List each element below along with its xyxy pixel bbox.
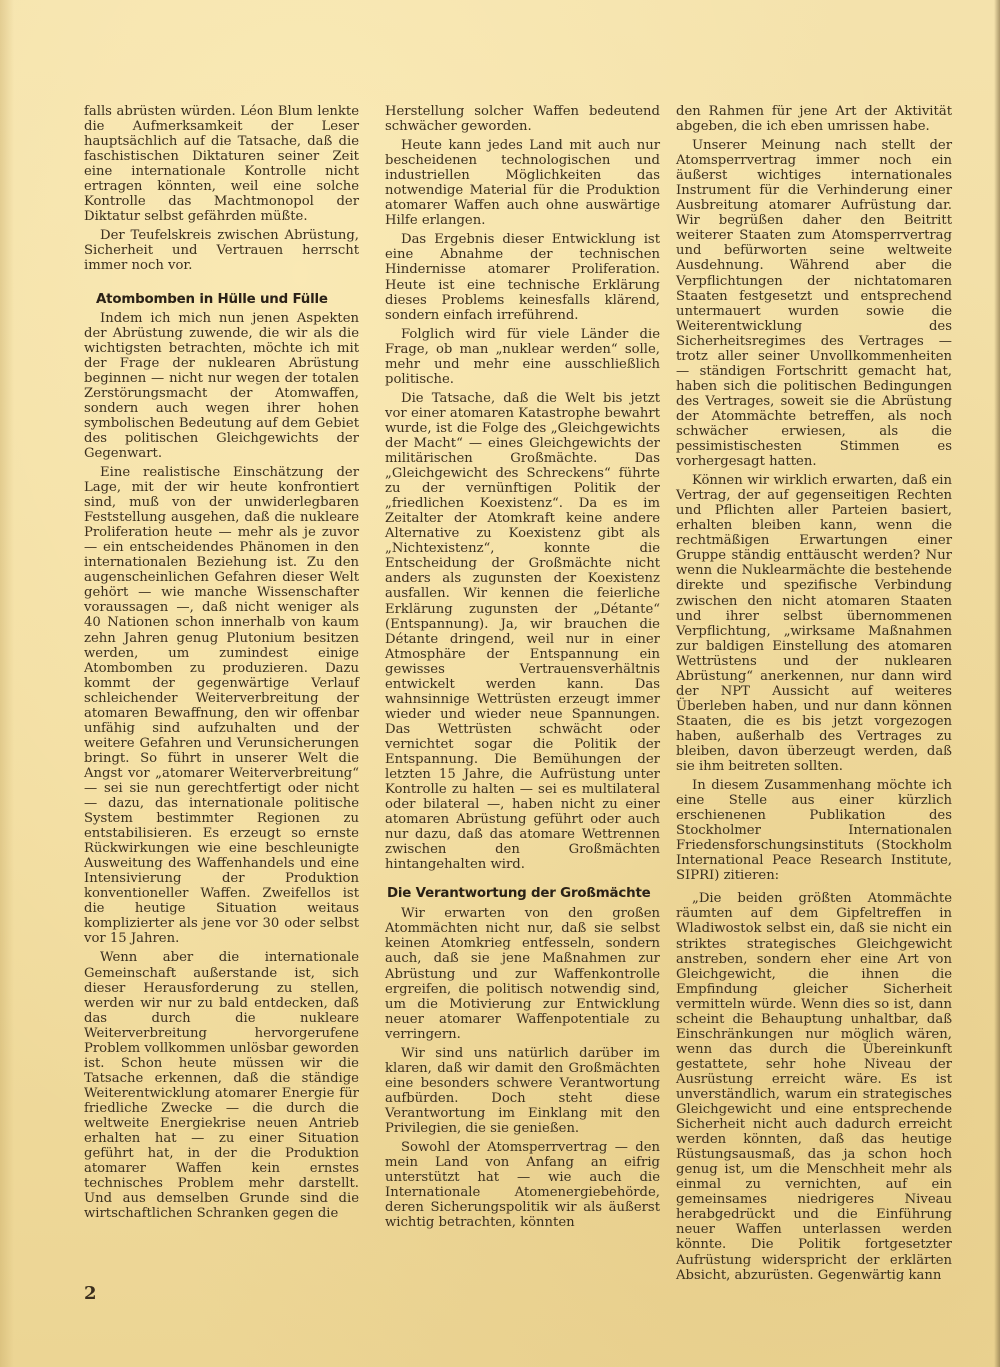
paragraph: Sowohl der Atomsperrvertrag — den mein Land von Anfang an eifrig unterstützt hat — wie auch die Internationale Atomenergiebehörde, deren Sicherungspolitik wir als äußerst wichtig betrachten, könnten (385, 1140, 660, 1231)
page-edge-shadow-left (0, 0, 14, 1367)
text-column-2 (385, 104, 660, 1234)
paragraph: Unserer Meinung nach stellt der Atomsperrvertrag immer noch ein äußerst wichtiges internationales Instrument für die Verhinderung einer Ausbreitung atomarer Aufrüstung dar. Wir begrüßen daher den Beitritt weiterer Staaten zum Atomsperrvertrag und befürworten seine weltweite Ausdehnung. Während aber die Verpflichtungen der nichtatomaren Staaten festgesetzt und entsprechend untermauert wurden sowie die Weiterentwicklung des Sicherheitsregimes des Vertrages — trotz aller seiner Unvollkommenheiten — ständigen Fortschritt gemacht hat, haben sich die politischen Bedingungen des Vertrages, soweit sie die Abrüstung der Atommächte betreffen, als noch schwächer erwiesen, als die pessimistischesten Stimmen es vorhergesagt hatten. (676, 138, 952, 470)
paragraph: Herstellung solcher Waffen bedeutend schwächer geworden. (385, 104, 660, 135)
page-number: 2 (84, 1283, 97, 1304)
text-column-3 (676, 104, 952, 1287)
paragraph: falls abrüsten würden. Léon Blum lenkte die Aufmerksamkeit der Leser hauptsächlich auf die Tatsache, daß die faschistischen Diktaturen seiner Zeit eine internationale Kontrolle nicht ertragen könnten, weil eine solche Kontrolle das Machtmonopol der Diktatur selbst gefährden müßte. (84, 104, 359, 225)
paragraph: Folglich wird für viele Länder die Frage, ob man „nuklear werden“ solle, mehr und mehr eine ausschließlich politische. (385, 326, 660, 387)
text-column-1 (84, 104, 359, 1225)
section-heading: Die Verantwortung der Großmächte (387, 886, 651, 902)
paragraph: Können wir wirklich erwarten, daß ein Vertrag, der auf gegenseitigen Rechten und Pflichten aller Parteien basiert, erhalten bleiben kann, wenn die rechtmäßigen Erwartungen einer Gruppe ständig enttäuscht werden? Nur wenn die Nuklearmächte die bestehende direkte und spezifische Verbindung zwischen den nicht atomaren Staaten und ihrer selbst übernommenen Verpflichtung, „wirksame Maßnahmen zur baldigen Einstellung des atomaren Wettrüstens und der nuklearen Abrüstung“ anerkennen, nur dann wird der NPT Aussicht auf weiteres Überleben haben, und nur dann können Staaten, die es bis jetzt vorgezogen haben, außerhalb des Vertrages zu bleiben, davon überzeugt werden, daß sie ihm beitreten sollten. (676, 473, 952, 775)
paragraph: Wir erwarten von den großen Atommächten nicht nur, daß sie selbst keinen Atomkrieg entfesseln, sondern auch, daß sie jene Maßnahmen zur Abrüstung und zur Waffenkontrolle ergreifen, die politisch notwendig sind, um die Motivierung zur Entwicklung neuer atomarer Waffenpotentiale zu verringern. (385, 906, 660, 1042)
paragraph: Wenn aber die internationale Gemeinschaft außerstande ist, sich dieser Herausforderung zu stellen, werden wir nur zu bald entdecken, daß das durch die nukleare Weiterverbreitung hervorgerufene Problem vollkommen unlösbar geworden ist. Schon heute müssen wir die Tatsache erkennen, daß die ständige Weiterentwicklung atomarer Energie für friedliche Zwecke — die durch die weltweite Energiekrise neuen Antrieb erhalten hat — zu einer Situation geführt hat, in der die Produktion atomarer Waffen kein ernstes technisches Problem mehr darstellt. Und aus demselben Grunde sind die wirtschaftlichen Schranken gegen die (84, 950, 359, 1222)
paragraph: Eine realistische Einschätzung der Lage, mit der wir heute konfrontiert sind, muß von der unwiderlegbaren Feststellung ausgehen, daß die nukleare Proliferation heute — mehr als je zuvor — ein entscheidendes Phänomen in den internationalen Beziehung ist. Zu den augenscheinlichen Gefahren dieser Welt gehört — wie manche Wissenschafter voraussagen —, daß nicht weniger als 40 Nationen schon innerhalb von kaum zehn Jahren genug Plutonium besitzen werden, um zumindest einige Atombomben zu produzieren. Dazu kommt der gegenwärtige Verlauf schleichender Weiterverbreitung der atomaren Bewaffnung, den wir offenbar unfähig sind aufzuhalten und der weitere Gefahren und Verunsicherungen bringt. So führt in unserer Welt die Angst vor „atomarer Weiterverbreitung“ — sei sie nun gerechtfertigt oder nicht — dazu, das internationale politische System bestimmter Regionen zu entstabilisieren. Es erzeugt so ernste Rückwirkungen wie eine beschleunigte Ausweitung des Waffenhandels und eine Intensivierung der Produktion konventioneller Waffen. Zweifellos ist die heutige Situation weitaus komplizierter als jene vor 30 oder selbst vor 15 Jahren. (84, 464, 359, 947)
paragraph: Das Ergebnis dieser Entwicklung ist eine Abnahme der technischen Hindernisse atomarer Proliferation. Heute ist eine technische Erklärung dieses Problems keinesfalls klärend, sondern einfach irreführend. (385, 232, 660, 323)
page-edge-shadow-right (994, 0, 1000, 1367)
paragraph: Wir sind uns natürlich darüber im klaren, daß wir damit den Großmächten eine besonders schwere Verantwortung aufbürden. Doch steht diese Verantwortung im Einklang mit den Privilegien, die sie genießen. (385, 1045, 660, 1136)
section-heading: Atombomben in Hülle und Fülle (96, 291, 328, 307)
paragraph: In diesem Zusammenhang möchte ich eine Stelle aus einer kürzlich erschienenen Publikation des Stockholmer Internationalen Friedensforschungsinstituts (Stockholm International Peace Research Institute, SIPRI) zitieren: (676, 778, 952, 884)
paragraph: Heute kann jedes Land mit auch nur bescheidenen technologischen und industriellen Möglichkeiten das notwendige Material für die Produktion atomarer Waffen auch ohne auswärtige Hilfe erlangen. (385, 138, 660, 229)
paragraph: Indem ich mich nun jenen Aspekten der Abrüstung zuwende, die wir als die wichtigsten betrachten, möchte ich mit der Frage der nuklearen Abrüstung beginnen — nicht nur wegen der totalen Zerstörungsmacht der Atomwaffen, sondern auch wegen ihrer hohen symbolischen Bedeutung auf dem Gebiet des politischen Gleichgewichts der Gegenwart. (84, 310, 359, 461)
paragraph: den Rahmen für jene Art der Aktivität abgeben, die ich eben umrissen habe. (676, 104, 952, 135)
block-quote: „Die beiden größten Atommächte räumten auf dem Gipfeltreffen in Wladiwostok selbst ein, daß sie nicht ein striktes strategisches Gleichgewicht anstreben, sondern eher eine Art von Gleichgewicht, die ihnen die Empfindung gleicher Sicherheit vermitteln würde. Wenn dies so ist, dann scheint die Behauptung unhaltbar, daß Einschränkungen nur möglich wären, wenn das durch die Übereinkunft gestattete, sehr hohe Niveau der Ausrüstung erreicht wäre. Es ist unverständlich, warum ein strategisches Gleichgewicht und eine entsprechende Sicherheit nicht auch dadurch erreicht werden könnten, daß das heutige Rüstungsausmaß, das ja schon hoch genug ist, um die Menschheit mehr als einmal zu vernichten, auf ein gemeinsames niedrigeres Niveau herabgedrückt und die Einführung neuer Waffen unterlassen werden könnte. Die Politik fortgesetzter Aufrüstung widerspricht der erklärten Absicht, abzurüsten. Gegenwärtig kann (676, 891, 952, 1283)
paragraph: Die Tatsache, daß die Welt bis jetzt vor einer atomaren Katastrophe bewahrt wurde, ist die Folge des „Gleichgewichts der Macht“ — eines Gleichgewichts der militärischen Großmächte. Das „Gleichgewicht des Schreckens“ führte zu der vernünftigen Politik der „friedlichen Koexistenz“. Da es im Zeitalter der Atomkraft keine andere Alternative zu Koexistenz gibt als „Nichtexistenz“, konnte die Entscheidung der Großmächte nicht anders als zugunsten der Koexistenz ausfallen. Wir kennen die feierliche Erklärung zugunsten der „Détante“ (Entspannung). Ja, wir brauchen die Détante dringend, weil nur in einer Atmosphäre der Entspannung ein gewisses Vertrauensverhältnis entwickelt werden kann. Das wahnsinnige Wettrüsten erzeugt immer wieder und wieder neue Spannungen. Das Wettrüsten schwächt oder vernichtet sogar die Politik der Entspannung. Die Bemühungen der letzten 15 Jahre, die Aufrüstung unter Kontrolle zu halten — sei es multilateral oder bilateral —, haben nicht zu einer atomaren Abrüstung geführt oder auch nur dazu, daß das atomare Wettrennen zwischen den Großmächten hintangehalten wird. (385, 390, 660, 873)
paragraph: Der Teufelskreis zwischen Abrüstung, Sicherheit und Vertrauen herrscht immer noch vor. (84, 228, 359, 274)
